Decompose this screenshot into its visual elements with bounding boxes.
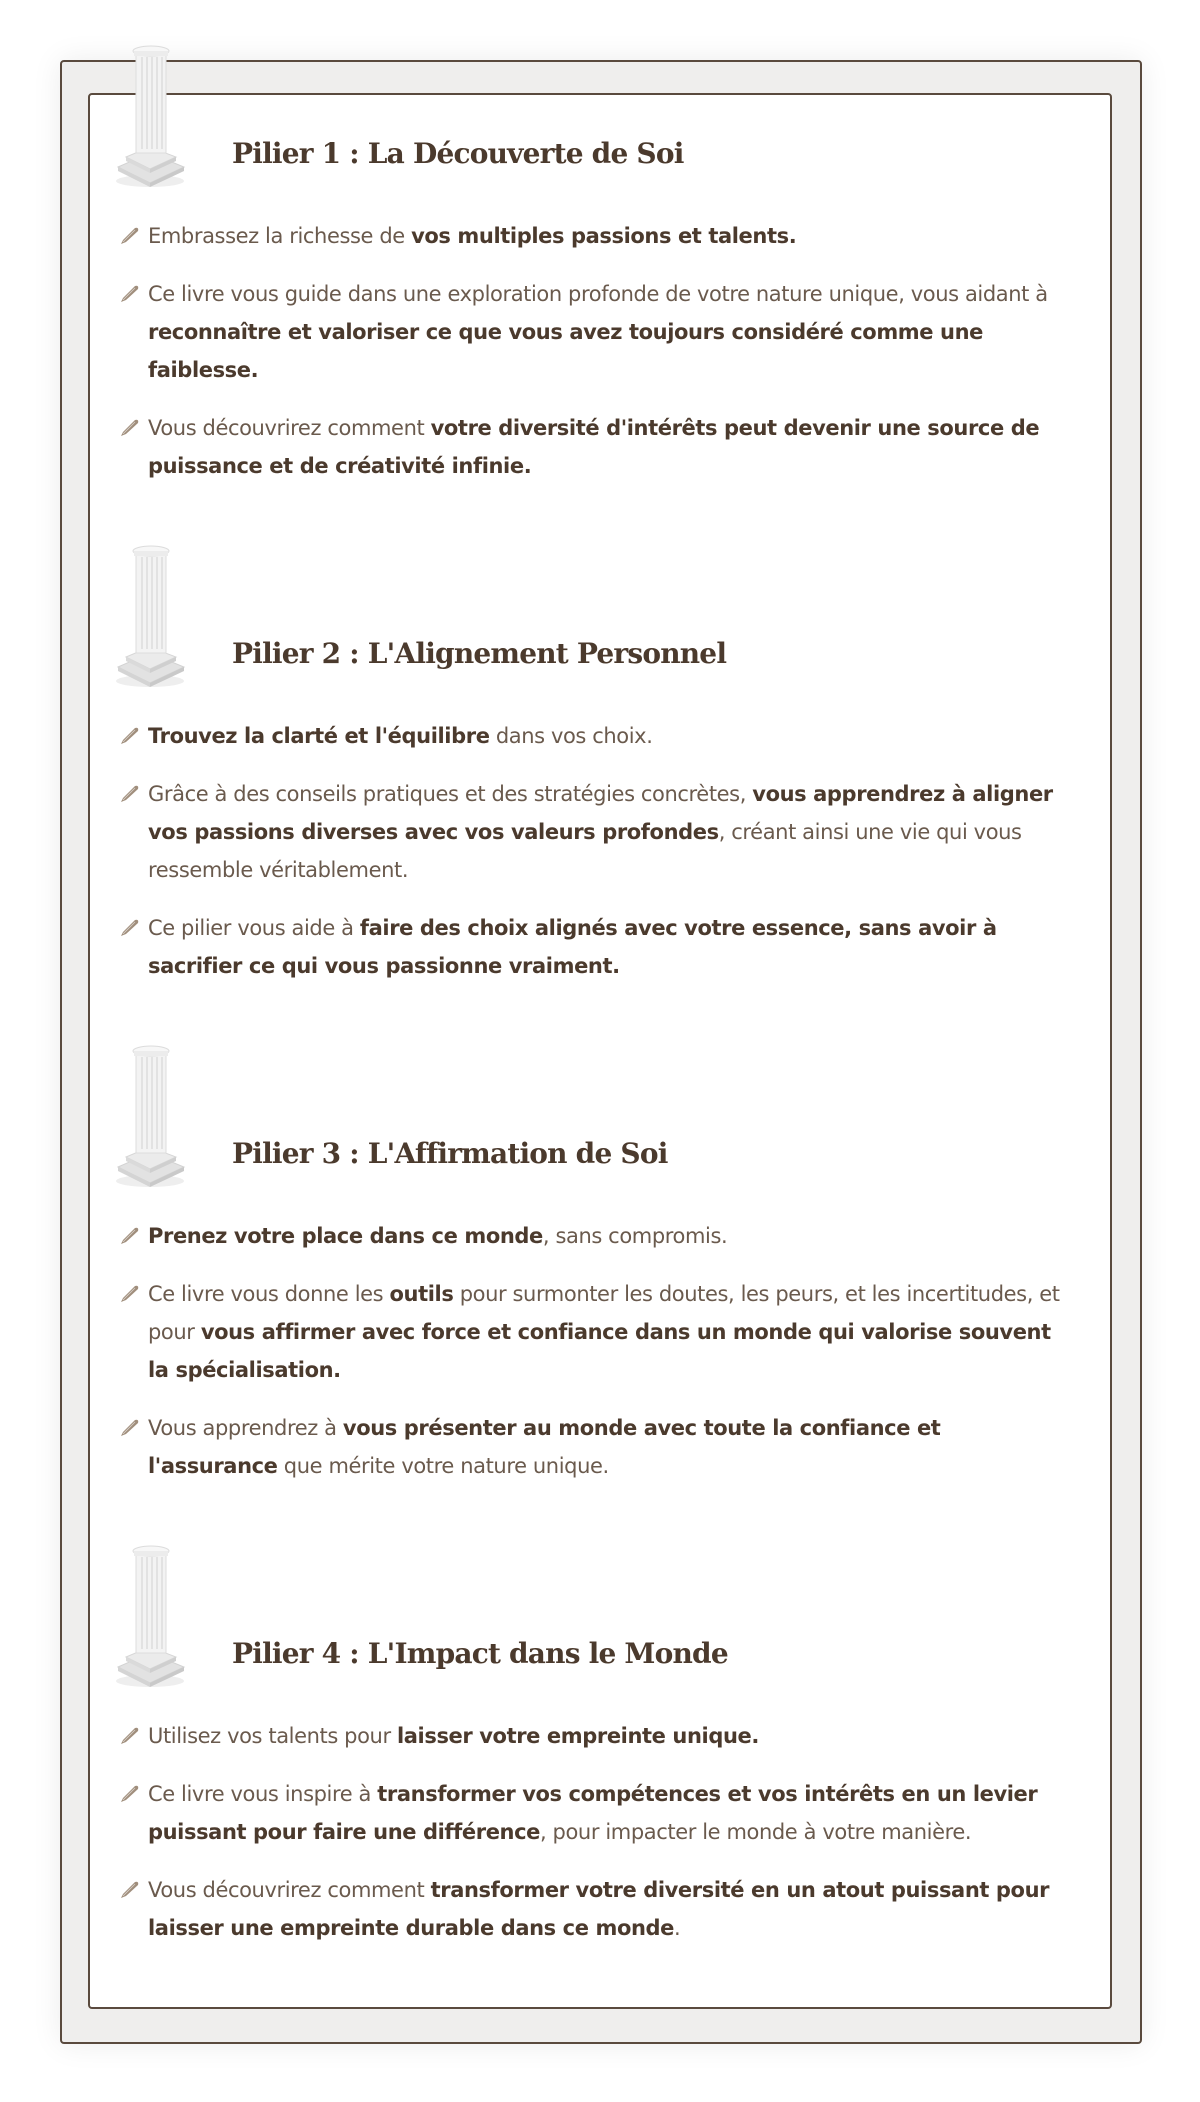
pillar-points — [120, 1717, 1070, 1967]
greek-column-icon — [114, 1539, 190, 1689]
pillar-point — [120, 1409, 1070, 1485]
point-text: , créant ainsi une vie qui vous ressemble véritablement. — [148, 820, 1022, 882]
pillar-point — [120, 1275, 1070, 1389]
point-text: Ce livre vous donne les — [148, 1282, 390, 1306]
point-text: que mérite votre nature unique. — [277, 1454, 609, 1478]
pillar-point — [120, 275, 1070, 389]
greek-column-icon — [114, 1039, 190, 1189]
point-text: Ce livre vous guide dans une exploration profonde de votre nature unique, vous aidant à — [148, 282, 1048, 306]
pillar-point — [120, 717, 1070, 755]
point-text: . — [674, 1916, 681, 1940]
pillar-point — [120, 909, 1070, 985]
greek-column-icon — [114, 39, 190, 189]
pillar-points — [120, 217, 1070, 505]
content-card — [88, 93, 1112, 2009]
pillar-point — [120, 1775, 1070, 1851]
point-text-bold: reconnaître et valoriser ce que vous avez toujours considéré comme une faiblesse. — [148, 320, 983, 382]
point-text-bold: vous présenter au monde avec toute la confiance et l'assurance — [148, 1416, 941, 1478]
point-text: Grâce à des conseils pratiques et des stratégies concrètes, — [148, 782, 753, 806]
point-text-bold: vos multiples passions et talents. — [411, 224, 797, 248]
point-text-bold: transformer votre diversité en un atout puissant pour laisser une empreinte durable dans ce monde — [148, 1878, 1050, 1940]
quill-icon — [120, 1881, 140, 1899]
point-text: dans vos choix. — [489, 724, 653, 748]
point-text-bold: Prenez votre place dans ce monde — [148, 1224, 543, 1248]
quill-icon — [120, 419, 140, 437]
quill-icon — [120, 919, 140, 937]
quill-icon — [120, 1419, 140, 1437]
pillar-point — [120, 1217, 1070, 1255]
point-text: Embrassez la richesse de — [148, 224, 412, 248]
quill-icon — [120, 1727, 140, 1745]
point-text-bold: laisser votre empreinte unique. — [396, 1724, 759, 1748]
point-text: Vous découvrirez comment — [148, 1878, 431, 1902]
pillar-point — [120, 1717, 1070, 1755]
pillar-point — [120, 775, 1070, 889]
quill-icon — [120, 1285, 140, 1303]
point-text-bold: votre diversité d'intérêts peut devenir une source de puissance et de créativité infinie. — [148, 416, 1040, 478]
point-text: Vous découvrirez comment — [148, 416, 431, 440]
quill-icon — [120, 227, 140, 245]
quill-icon — [120, 1785, 140, 1803]
greek-column-icon — [114, 539, 190, 689]
quill-icon — [120, 285, 140, 303]
point-text: Utilisez vos talents pour — [148, 1724, 397, 1748]
quill-icon — [120, 1227, 140, 1245]
pillar-points — [120, 717, 1070, 1005]
pillar-title: Pilier 2 : L'Alignement Personnel — [232, 637, 727, 670]
pillar-title: Pilier 3 : L'Affirmation de Soi — [232, 1137, 668, 1170]
point-text: , sans compromis. — [542, 1224, 728, 1248]
point-text-bold: Trouvez la clarté et l'équilibre — [148, 724, 490, 748]
pillar-point — [120, 217, 1070, 255]
pillar-title: Pilier 1 : La Découverte de Soi — [232, 137, 684, 170]
point-text: , pour impacter le monde à votre manière. — [539, 1820, 972, 1844]
pillar-point — [120, 1871, 1070, 1947]
pillar-title: Pilier 4 : L'Impact dans le Monde — [232, 1637, 728, 1670]
point-text-bold: vous apprendrez à aligner vos passions diverses avec vos valeurs profondes — [148, 782, 1053, 844]
point-text: Ce pilier vous aide à — [148, 916, 360, 940]
point-text-bold: outils — [389, 1282, 454, 1306]
point-text-bold: faire des choix alignés avec votre essence, sans avoir à sacrifier ce qui vous passionne vraiment. — [148, 916, 997, 978]
point-text-bold: vous affirmer avec force et confiance dans un monde qui valorise souvent la spécialisation. — [148, 1320, 1051, 1382]
point-text: pour surmonter les doutes, les peurs, et les incertitudes, et pour — [148, 1282, 1060, 1344]
point-text-bold: transformer vos compétences et vos intérêts en un levier puissant pour faire une différence — [148, 1782, 1038, 1844]
quill-icon — [120, 727, 140, 745]
pillar-point — [120, 409, 1070, 485]
point-text: Vous apprendrez à — [148, 1416, 343, 1440]
point-text: Ce livre vous inspire à — [148, 1782, 378, 1806]
pillar-points — [120, 1217, 1070, 1505]
quill-icon — [120, 785, 140, 803]
